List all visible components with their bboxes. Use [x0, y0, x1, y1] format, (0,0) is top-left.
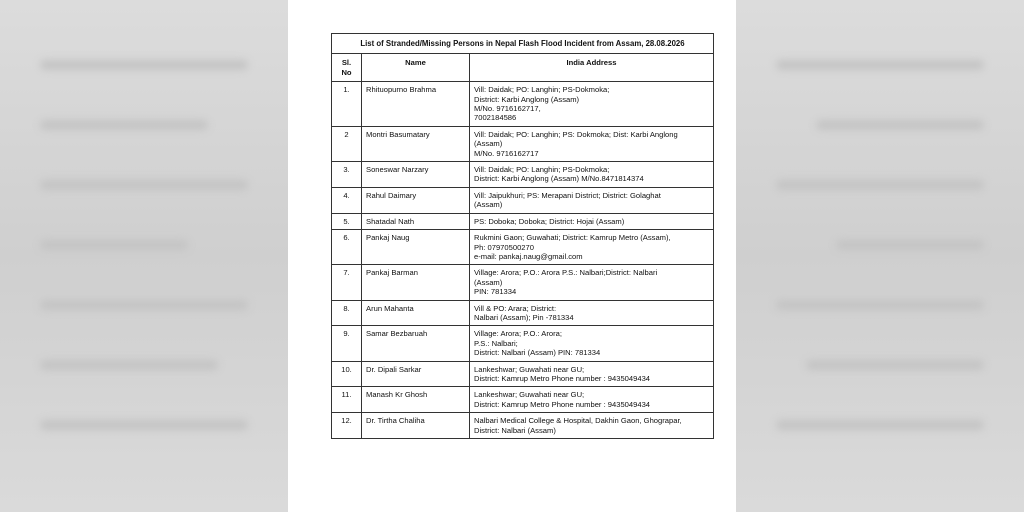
- address-line: Village: Arora; P.O.: Arora;: [474, 329, 562, 339]
- address-line: Vill: Daidak; PO: Langhin; PS: Dokmoka; Dist: Karbi Anglong: [474, 129, 678, 139]
- address-line: Village: Arora; P.O.: Arora P.S.: Nalbari;District: Nalbari: [474, 268, 658, 278]
- india-address: [470, 326, 714, 361]
- person-name: Pankaj Naug: [362, 230, 470, 265]
- serial-number: 4.: [332, 187, 362, 213]
- table-header-row: [332, 54, 714, 82]
- india-address: [470, 300, 714, 326]
- india-address: [470, 82, 714, 127]
- serial-number: 5.: [332, 213, 362, 229]
- address-line: District: Nalbari (Assam) PIN: 781334: [474, 348, 601, 358]
- table-row: [332, 265, 714, 300]
- address-line: District: Kamrup Metro Phone number : 9435049434: [474, 373, 651, 383]
- india-address: [470, 230, 714, 265]
- address-line: e-mail: pankaj.naug@gmail.com: [474, 251, 583, 261]
- persons-table: [331, 33, 714, 439]
- person-name: Dr. Tirtha Chaliha: [362, 413, 470, 439]
- column-header-sl-no: Sl. No: [332, 54, 362, 82]
- table-row: [332, 82, 714, 127]
- address-line: Vill: Daidak; PO: Langhin; PS-Dokmoka;: [474, 85, 610, 95]
- india-address: [470, 265, 714, 300]
- address-line: (Assam): [474, 277, 503, 287]
- address-line: Vill: Daidak; PO: Langhin; PS-Dokmoka;: [474, 165, 610, 175]
- serial-number: 1.: [332, 82, 362, 127]
- address-line: Lankeshwar; Guwahati near GU;: [474, 364, 585, 374]
- column-header-india-address: India Address: [470, 54, 714, 82]
- india-address: [470, 387, 714, 413]
- table-row: [332, 300, 714, 326]
- address-line: PIN: 781334: [474, 287, 517, 297]
- india-address: [470, 187, 714, 213]
- serial-number: 3.: [332, 162, 362, 188]
- serial-number: 12.: [332, 413, 362, 439]
- india-address: [470, 162, 714, 188]
- person-name: Montri Basumatary: [362, 126, 470, 161]
- table-row: [332, 126, 714, 161]
- person-name: Dr. Dipali Sarkar: [362, 361, 470, 387]
- address-line: Nalbari Medical College & Hospital, Dakhin Gaon, Ghograpar,: [474, 416, 682, 426]
- table-row: [332, 326, 714, 361]
- india-address: [470, 361, 714, 387]
- address-line: (Assam): [474, 200, 503, 210]
- person-name: Shatadal Nath: [362, 213, 470, 229]
- person-name: Rhituopurno Brahma: [362, 82, 470, 127]
- serial-number: 11.: [332, 387, 362, 413]
- person-name: Soneswar Narzary: [362, 162, 470, 188]
- serial-number: 2: [332, 126, 362, 161]
- person-name: Manash Kr Ghosh: [362, 387, 470, 413]
- person-name: Samar Bezbaruah: [362, 326, 470, 361]
- table-row: [332, 187, 714, 213]
- address-line: M/No. 9716162717,: [474, 104, 541, 114]
- address-line: Nalbari (Assam); Pin -781334: [474, 312, 574, 322]
- table-row: [332, 230, 714, 265]
- address-line: District: Karbi Anglong (Assam): [474, 94, 580, 104]
- address-line: Lankeshwar; Guwahati near GU;: [474, 390, 585, 400]
- address-line: M/No. 9716162717: [474, 148, 539, 158]
- blurred-background-left: [0, 0, 288, 512]
- address-line: Ph: 07970500270: [474, 242, 534, 252]
- address-line: 7002184586: [474, 113, 517, 123]
- india-address: [470, 213, 714, 229]
- india-address: [470, 413, 714, 439]
- person-name: Rahul Daimary: [362, 187, 470, 213]
- person-name: Arun Mahanta: [362, 300, 470, 326]
- table-row: [332, 387, 714, 413]
- serial-number: 10.: [332, 361, 362, 387]
- table-row: [332, 361, 714, 387]
- serial-number: 6.: [332, 230, 362, 265]
- column-header-name: Name: [362, 54, 470, 82]
- india-address: [470, 126, 714, 161]
- table-row: [332, 162, 714, 188]
- person-name: Pankaj Barman: [362, 265, 470, 300]
- address-line: District: Kamrup Metro Phone number : 9435049434: [474, 399, 651, 409]
- document-page: [288, 0, 736, 512]
- serial-number: 9.: [332, 326, 362, 361]
- blurred-background-right: [736, 0, 1024, 512]
- address-line: PS: Doboka; Doboka; District: Hojai (Assam): [474, 216, 625, 226]
- address-line: Vill: Jaipukhuri; PS: Merapani District; District: Golaghat: [474, 190, 661, 200]
- address-line: District: Nalbari (Assam): [474, 425, 556, 435]
- address-line: (Assam): [474, 139, 503, 149]
- document-title: List of Stranded/Missing Persons in Nepal Flash Flood Incident from Assam, 28.08.2026: [332, 34, 714, 54]
- serial-number: 7.: [332, 265, 362, 300]
- address-line: P.S.: Nalbari;: [474, 338, 518, 348]
- table-row: [332, 213, 714, 229]
- table-row: [332, 413, 714, 439]
- address-line: Vill & PO: Arara; District:: [474, 303, 557, 313]
- serial-number: 8.: [332, 300, 362, 326]
- address-line: Rukmini Gaon; Guwahati; District: Kamrup Metro (Assam),: [474, 233, 671, 243]
- address-line: District: Karbi Anglong (Assam) M/No.8471814374: [474, 174, 644, 184]
